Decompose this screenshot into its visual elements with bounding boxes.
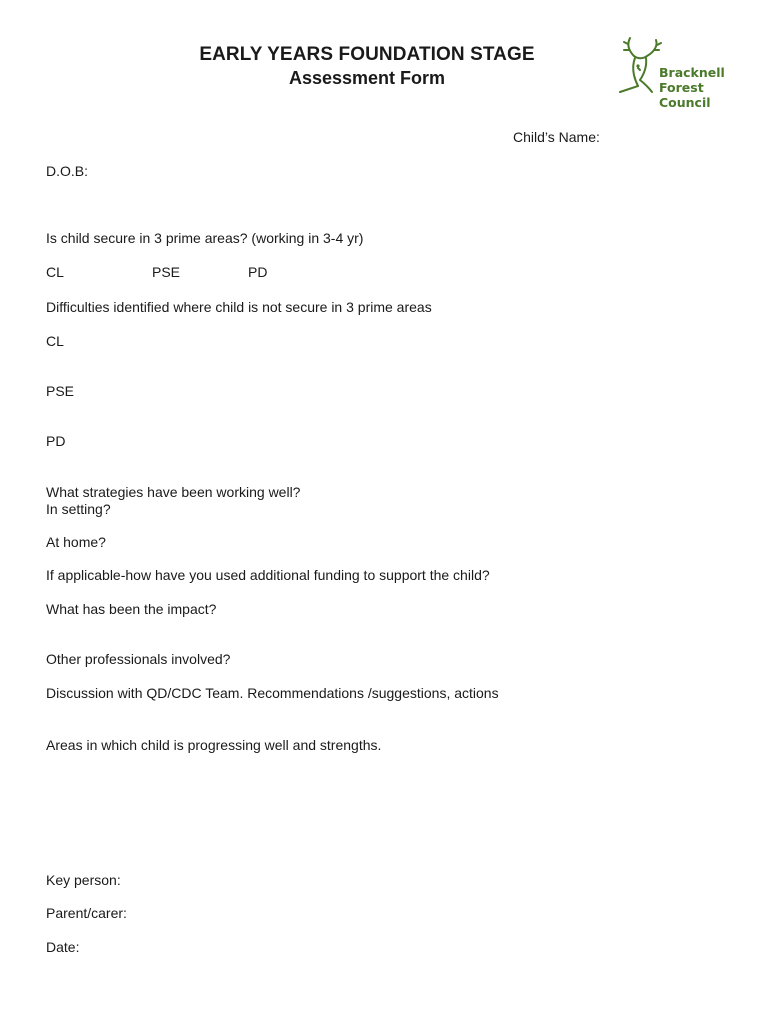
other-professionals-label: Other professionals involved? (46, 651, 231, 667)
strengths-label: Areas in which child is progressing well and strengths. (46, 737, 382, 753)
difficulty-pd: PD (46, 433, 66, 449)
logo-line-3: Council (659, 95, 711, 110)
at-home-label: At home? (46, 534, 106, 550)
logo-line-2: Forest (659, 80, 704, 95)
difficulties-heading: Difficulties identified where child is not secure in 3 prime areas (46, 299, 432, 315)
area-pse: PSE (152, 264, 181, 280)
difficulty-cl: CL (46, 333, 64, 349)
key-person-label: Key person: (46, 872, 121, 888)
impact-question: What has been the impact? (46, 601, 217, 617)
area-pd: PD (248, 264, 268, 280)
stag-head-icon (616, 36, 664, 96)
date-label: Date: (46, 939, 80, 955)
page-subtitle: Assessment Form (288, 68, 446, 88)
discussion-label: Discussion with QD/CDC Team. Recommendations /suggestions, actions (46, 685, 499, 701)
council-logo (616, 36, 726, 114)
prime-areas-question: Is child secure in 3 prime areas? (working in 3-4 yr) (46, 230, 364, 246)
area-cl: CL (46, 264, 64, 280)
logo-line-1: Bracknell (659, 65, 725, 80)
in-setting-label: In setting? (46, 501, 111, 517)
difficulty-pse: PSE (46, 383, 75, 399)
strategies-question: What strategies have been working well? (46, 484, 301, 500)
parent-carer-label: Parent/carer: (46, 905, 127, 921)
page-title: EARLY YEARS FOUNDATION STAGE (199, 44, 535, 65)
dob-label: D.O.B: (46, 163, 89, 179)
funding-question: If applicable-how have you used additional funding to support the child? (46, 567, 490, 583)
childs-name-label: Child’s Name: (513, 129, 600, 145)
